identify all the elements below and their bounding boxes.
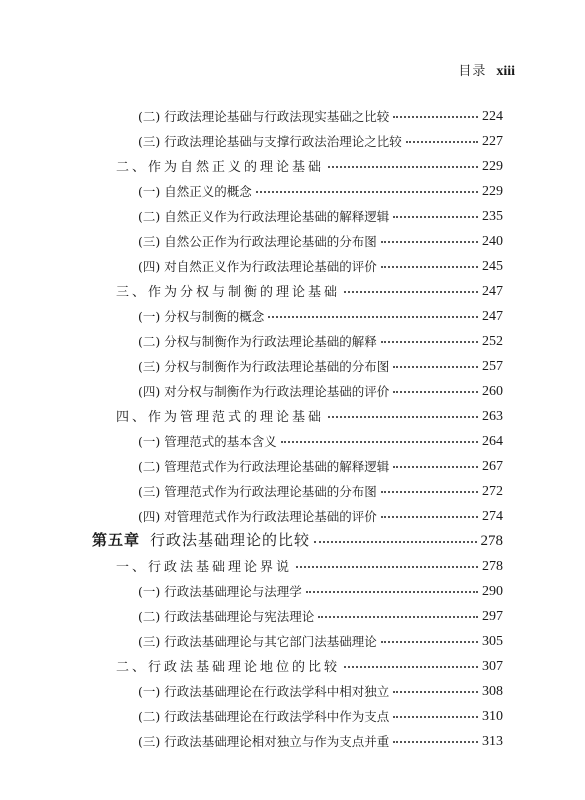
leader-dots	[296, 566, 478, 568]
toc-entry[interactable]	[138, 303, 503, 325]
toc-entry[interactable]	[138, 103, 503, 125]
leader-dots	[318, 616, 478, 618]
leader-dots	[393, 741, 478, 743]
toc-entry-label: (一) 行政法基础理论与法理学	[138, 584, 302, 599]
running-header	[458, 60, 515, 80]
leader-dots	[393, 366, 478, 368]
toc-entry-page: 297	[482, 609, 503, 624]
toc-entry[interactable]	[138, 453, 503, 475]
toc-section-entry[interactable]	[116, 278, 503, 300]
leader-dots	[381, 241, 478, 243]
toc-entry-label: (三) 行政法基础理论相对独立与作为支点并重	[138, 734, 390, 749]
toc-entry[interactable]	[138, 378, 503, 400]
toc-entry[interactable]	[138, 678, 503, 700]
leader-dots	[314, 541, 476, 543]
toc-entry[interactable]	[138, 628, 503, 650]
toc-entry[interactable]	[138, 128, 503, 150]
toc-entry-page: 307	[482, 659, 503, 674]
toc-section-entry[interactable]	[116, 153, 503, 175]
toc-entry-label: (二) 行政法基础理论在行政法学科中作为支点	[138, 709, 390, 724]
leader-dots	[393, 716, 478, 718]
leader-dots	[381, 341, 478, 343]
toc-entry-page: 263	[482, 409, 503, 424]
leader-dots	[281, 441, 478, 443]
header-label: 目录	[458, 64, 487, 79]
toc-entry-page: 267	[482, 459, 503, 474]
toc-entry-page: 247	[482, 309, 503, 324]
leader-dots	[393, 216, 478, 218]
toc-entry-label: (一) 自然正义的概念	[138, 184, 252, 199]
toc-entry-page: 229	[482, 184, 503, 199]
toc-entry-page: 260	[482, 384, 503, 399]
toc-entry-label: (二) 自然正义作为行政法理论基础的解释逻辑	[138, 209, 390, 224]
toc-entry[interactable]	[138, 253, 503, 275]
toc-entry[interactable]	[138, 603, 503, 625]
leader-dots	[381, 491, 478, 493]
toc-entry-label: (一) 管理范式的基本含义	[138, 434, 277, 449]
leader-dots	[381, 516, 478, 518]
leader-dots	[393, 391, 478, 393]
toc-entry-page: 308	[482, 684, 503, 699]
toc-entry-label: 二、作为自然正义的理论基础	[116, 160, 325, 175]
toc-entry-page: 278	[482, 559, 503, 574]
toc-entry-page: 224	[482, 109, 503, 124]
toc-entry-page: 245	[482, 259, 503, 274]
toc-entry-page: 310	[482, 709, 503, 724]
leader-dots	[256, 191, 478, 193]
toc-entry-page: 247	[482, 284, 503, 299]
leader-dots	[344, 666, 478, 668]
toc-entry-page: 240	[482, 234, 503, 249]
chapter-number: 第五章	[92, 531, 141, 549]
toc-section-entry[interactable]	[116, 653, 503, 675]
leader-dots	[344, 291, 478, 293]
leader-dots	[328, 166, 478, 168]
toc-entry-page: 290	[482, 584, 503, 599]
toc-entry-label: 三、作为分权与制衡的理论基础	[116, 285, 341, 300]
leader-dots	[268, 316, 478, 318]
toc-entry[interactable]	[138, 728, 503, 750]
toc-section-entry[interactable]	[116, 403, 503, 425]
toc-entry-label: (三) 分权与制衡作为行政法理论基础的分布图	[138, 359, 390, 374]
toc-entry-page: 229	[482, 159, 503, 174]
header-page-number: xiii	[496, 64, 515, 79]
toc-entry-page: 278	[480, 533, 503, 549]
leader-dots	[306, 591, 478, 593]
toc-entry-label: (三) 自然公正作为行政法理论基础的分布图	[138, 234, 377, 249]
toc-entry-label: (一) 分权与制衡的概念	[138, 309, 265, 324]
leader-dots	[393, 116, 478, 118]
toc-entry[interactable]	[138, 503, 503, 525]
toc-entry[interactable]	[138, 178, 503, 200]
leader-dots	[381, 641, 478, 643]
toc-entry-page: 227	[482, 134, 503, 149]
toc-entry[interactable]	[138, 578, 503, 600]
toc-entry-page: 252	[482, 334, 503, 349]
toc-entry-page: 274	[482, 509, 503, 524]
toc-entry-page: 235	[482, 209, 503, 224]
toc-entry-label: (四) 对自然正义作为行政法理论基础的评价	[138, 259, 377, 274]
toc-entry-page: 257	[482, 359, 503, 374]
toc-entry[interactable]	[138, 703, 503, 725]
leader-dots	[406, 141, 478, 143]
leader-dots	[381, 266, 478, 268]
toc-entry-label: (二) 行政法基础理论与宪法理论	[138, 609, 315, 624]
toc-entry-label: 一、行政法基础理论界说	[116, 560, 293, 575]
toc-entry[interactable]	[138, 478, 503, 500]
leader-dots	[393, 466, 478, 468]
toc-entry-label: (二) 行政法理论基础与行政法现实基础之比较	[138, 109, 390, 124]
toc-section-entry[interactable]	[116, 553, 503, 575]
toc-entry-page: 272	[482, 484, 503, 499]
toc-entry-label: (一) 行政法基础理论在行政法学科中相对独立	[138, 684, 390, 699]
toc-entry[interactable]	[138, 428, 503, 450]
toc-entry-label: (四) 对管理范式作为行政法理论基础的评价	[138, 509, 377, 524]
toc-entry-page: 313	[482, 734, 503, 749]
toc-chapter-heading	[92, 529, 310, 550]
toc-entry-label: (三) 管理范式作为行政法理论基础的分布图	[138, 484, 377, 499]
toc-entry[interactable]	[138, 353, 503, 375]
toc-entry[interactable]	[138, 228, 503, 250]
toc-entry-label: (三) 行政法理论基础与支撑行政法治理论之比较	[138, 134, 402, 149]
toc-entry-label: 二、行政法基础理论地位的比较	[116, 660, 341, 675]
toc-entry[interactable]	[138, 328, 503, 350]
toc-entry-label: (二) 分权与制衡作为行政法理论基础的解释	[138, 334, 377, 349]
toc-entry-label: 四、作为管理范式的理论基础	[116, 410, 325, 425]
toc-entry-label: (二) 管理范式作为行政法理论基础的解释逻辑	[138, 459, 390, 474]
chapter-title: 行政法基础理论的比较	[150, 531, 311, 549]
toc-chapter-entry[interactable]	[92, 528, 503, 550]
leader-dots	[328, 416, 478, 418]
toc-entry-label: (四) 对分权与制衡作为行政法理论基础的评价	[138, 384, 390, 399]
toc-entry-page: 264	[482, 434, 503, 449]
toc-entry-label: (三) 行政法基础理论与其它部门法基础理论	[138, 634, 377, 649]
toc-entry-page: 305	[482, 634, 503, 649]
toc-entry[interactable]	[138, 203, 503, 225]
leader-dots	[393, 691, 478, 693]
